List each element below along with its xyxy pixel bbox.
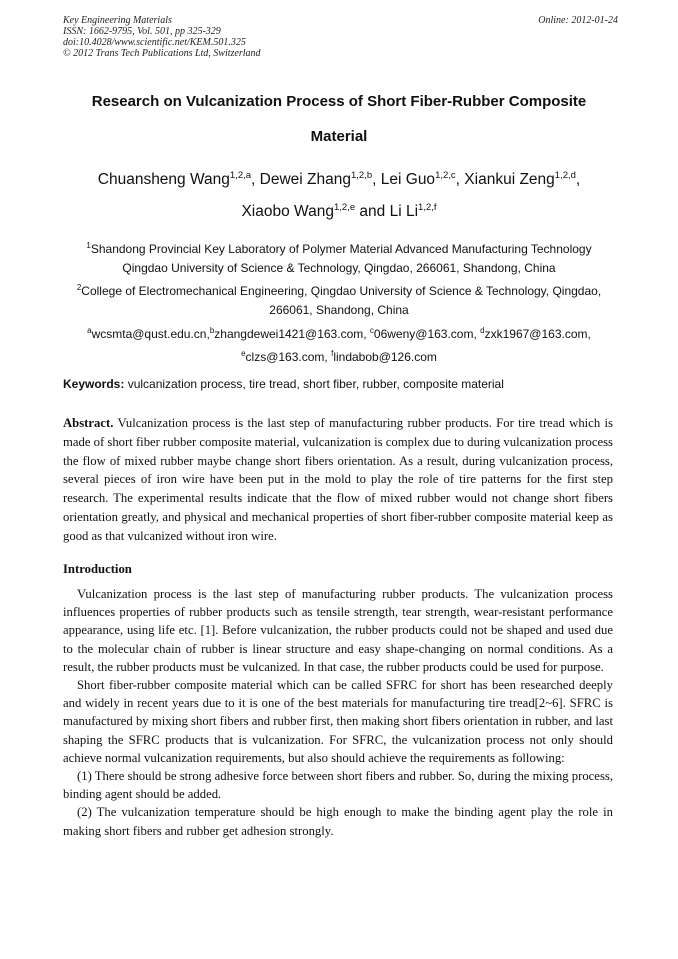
email-sep: ,: [587, 327, 591, 341]
online-date: Online: 2012-01-24: [538, 15, 618, 26]
paragraph: (2) The vulcanization temperature should be high enough to make the binding agent play the role in making short fibers and rubber get adhesion strongly.: [63, 805, 613, 838]
email-sup: d: [480, 326, 485, 335]
keywords: [63, 377, 623, 391]
author-sup: 1,2,b: [351, 170, 373, 181]
email-address[interactable]: clzs@163.com: [245, 350, 325, 364]
affiliation-text: College of Electromechanical Engineering, Qingdao University of Science & Technology, Qingdao,: [81, 284, 602, 298]
email-address[interactable]: wcsmta@qust.edu.cn: [91, 327, 207, 341]
email-sup: f: [331, 349, 334, 358]
paper-title-line-2: Material: [310, 128, 368, 145]
introduction-body: [63, 585, 613, 840]
author-name: Xiankui Zeng: [464, 171, 555, 188]
keywords-label: Keywords:: [63, 377, 125, 391]
email-sup: b: [209, 326, 215, 335]
email-sup: c: [369, 326, 374, 335]
affiliation-sup: 1: [86, 241, 91, 250]
paragraph: (1) There should be strong adhesive force between short fibers and rubber. So, during the mixing process, binding agent should be added.: [63, 769, 613, 802]
email-address[interactable]: 06weny@163.com: [373, 327, 474, 341]
author-sep: ,: [455, 171, 465, 188]
email-address[interactable]: zxk1967@163.com: [484, 327, 588, 341]
paper-title-line-1: Research on Vulcanization Process of Short Fiber-Rubber Composite: [91, 93, 587, 110]
abstract: [63, 414, 613, 546]
email-sup: e: [241, 349, 246, 358]
email-address[interactable]: zhangdewei1421@163.com: [214, 327, 364, 341]
affiliation-2: [55, 278, 623, 320]
doi-line: doi:10.4028/www.scientific.net/KEM.501.325: [63, 37, 246, 48]
author-sup: 1,2,d: [554, 170, 576, 181]
keywords-text: vulcanization process, tire tread, short fiber, rubber, composite material: [127, 377, 504, 391]
author-sup: 1,2,f: [418, 202, 437, 213]
journal-name: Key Engineering Materials: [63, 15, 172, 26]
author-sup: 1,2,c: [435, 170, 456, 181]
affiliation-text: Shandong Provincial Key Laboratory of Polymer Material Advanced Manufacturing Technology: [90, 242, 592, 256]
email-address[interactable]: lindabob@126.com: [333, 350, 437, 364]
abstract-label: Abstract.: [63, 416, 114, 430]
issn-line: ISSN: 1662-9795, Vol. 501, pp 325-329: [63, 26, 221, 37]
email-list: [55, 321, 623, 367]
affiliation-text: Qingdao University of Science & Technology, Qingdao, 266061, Shandong, China: [122, 261, 556, 275]
author-sep: ,: [575, 171, 581, 188]
paragraph: Vulcanization process is the last step of manufacturing rubber products. The vulcanization process influences properties of rubber products such as tensile strength, tear strength, wear-resistant performance appearance, using life etc. [1]. Before vulcanization, the rubber products could not be shaped and used due to the molecular chain of rubber is linear structure and easy shape-changing on normal conditions. As a result, the rubber products must be vulcanized. In that case, the rubber products could be used for purpose.: [63, 587, 613, 674]
author-name: Lei Guo: [380, 171, 436, 188]
author-line-2: [30, 202, 648, 221]
author-sep: ,: [372, 171, 381, 188]
journal-header: [63, 15, 618, 59]
author-sep: ,: [251, 171, 260, 188]
author-line-1: [30, 170, 648, 189]
email-sep: ,: [473, 327, 481, 341]
author-name: Li Li: [389, 203, 419, 220]
author-sup: 1,2,a: [229, 170, 252, 181]
affiliation-sup: 2: [76, 283, 82, 292]
author-sup: 1,2,e: [333, 202, 356, 213]
author-sep: and: [355, 203, 390, 220]
author-name: Dewei Zhang: [259, 171, 351, 188]
email-sup: a: [87, 326, 92, 335]
introduction-heading: Introduction: [63, 562, 132, 576]
paragraph: Short fiber-rubber composite material which can be called SFRC for short has been researched deeply and widely in recent years due to it is one of the best materials for manufacturing tire tread[2~6]. SFRC is manufactured by mixing short fibers and rubber first, then making short fibers orientation in rubber, and last shaping the SFRC products that is vulcanization. For SFRC, the vulcanization process not only should achieve normal vulcanization requirements, but also should achieve the requirements as following:: [63, 678, 613, 765]
affiliation-1: [55, 236, 623, 278]
email-sep: ,: [206, 327, 210, 341]
copyright-line: © 2012 Trans Tech Publications Ltd, Switzerland: [63, 48, 261, 59]
author-name: Chuansheng Wang: [97, 171, 230, 188]
abstract-text: Vulcanization process is the last step of manufacturing rubber products. For tire tread which is made of short fiber rubber composite material, vulcanization is complex due to during vulcanization process the flow of mixed rubber maybe change short fibers orientation. As a result, during vulcanization process, several pieces of iron wire have been put in the mold to play the role of tire patterns for the first step research. The experimental results indicate that the flow of mixed rubber would not change short fibers orientation greatly, and physical and mechanical properties of short fiber-rubber composite material keep as good as that vulcanized without iron wire.: [63, 416, 613, 543]
author-name: Xiaobo Wang: [241, 203, 334, 220]
affiliation-text: 266061, Shandong, China: [269, 303, 409, 317]
email-sep: ,: [363, 327, 370, 341]
email-sep: ,: [324, 350, 332, 364]
